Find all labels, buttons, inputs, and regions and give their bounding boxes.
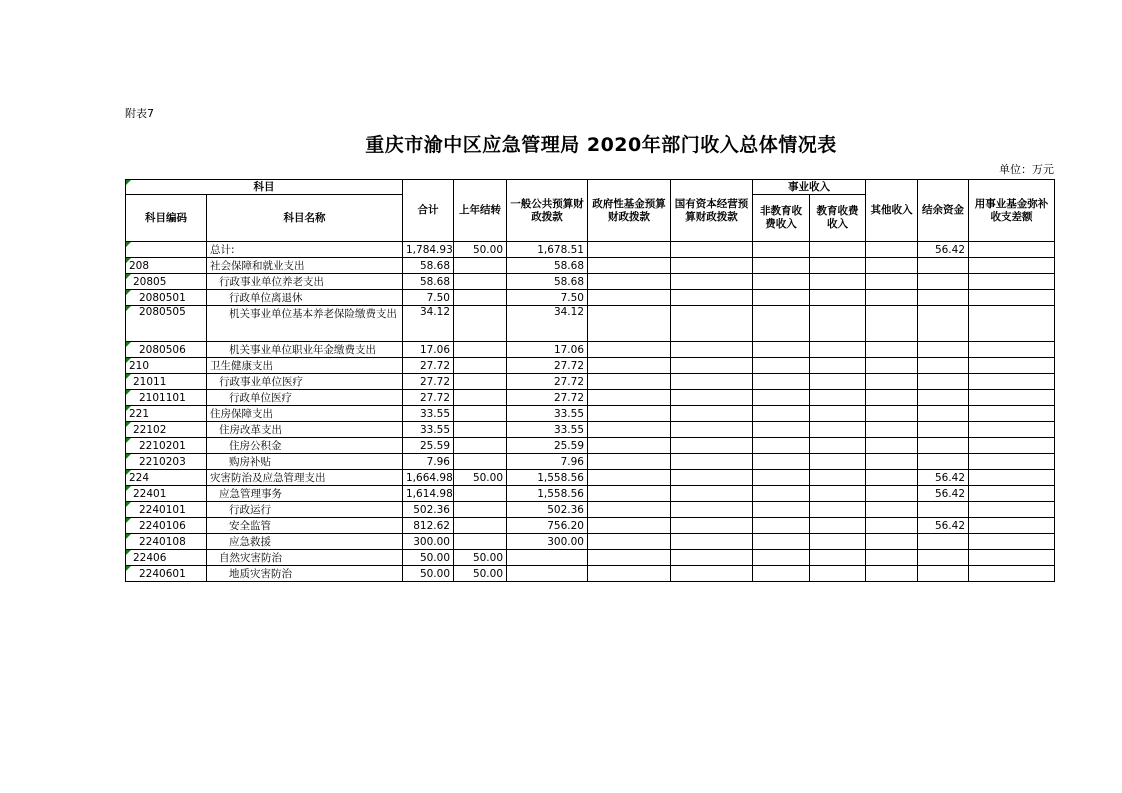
table-row [126,534,1055,550]
cell-empty [588,502,671,518]
cell-empty [753,274,810,290]
table-row [126,438,1055,454]
cell-empty [866,438,918,454]
cell-code: 2240108 [126,534,207,550]
header-edu-fee: 教育收费收入 [810,195,866,242]
cell-total: 50.00 [403,550,454,566]
cell-total: 34.12 [403,306,454,342]
cell-empty [866,258,918,274]
cell-empty [969,406,1055,422]
cell-empty [969,342,1055,358]
table-row [126,290,1055,306]
cell-empty [588,454,671,470]
cell-surplus [918,534,969,550]
cell-total: 33.55 [403,422,454,438]
cell-empty [969,422,1055,438]
cell-empty [588,470,671,486]
cell-surplus [918,454,969,470]
cell-empty [753,470,810,486]
attachment-label: 附表7 [125,107,154,120]
cell-empty [866,486,918,502]
cell-name: 行政单位离退休 [207,290,403,306]
cell-empty [588,422,671,438]
cell-surplus: 56.42 [918,470,969,486]
cell-empty [753,242,810,258]
cell-empty [810,358,866,374]
cell-general: 34.12 [507,306,588,342]
cell-surplus [918,358,969,374]
cell-surplus [918,290,969,306]
header-non-edu-fee: 非教育收费收入 [753,195,810,242]
table-row [126,518,1055,534]
cell-empty [671,438,753,454]
cell-general: 1,558.56 [507,470,588,486]
cell-empty [969,486,1055,502]
cell-empty [753,454,810,470]
cell-general [507,550,588,566]
cell-empty [866,390,918,406]
cell-code [126,242,207,258]
cell-empty [588,550,671,566]
cell-empty [588,406,671,422]
cell-empty [810,374,866,390]
cell-empty [969,374,1055,390]
header-surplus: 结余资金 [918,180,969,242]
table-row [126,390,1055,406]
cell-surplus: 56.42 [918,486,969,502]
cell-empty [753,422,810,438]
cell-empty [753,390,810,406]
cell-general: 27.72 [507,390,588,406]
cell-empty [753,258,810,274]
cell-empty [588,274,671,290]
cell-name: 卫生健康支出 [207,358,403,374]
table-row [126,374,1055,390]
cell-code: 2240106 [126,518,207,534]
cell-empty [588,438,671,454]
cell-empty [588,374,671,390]
cell-general: 1,558.56 [507,486,588,502]
cell-surplus [918,374,969,390]
header-fund-subsidy: 用事业基金弥补收支差额 [969,180,1055,242]
cell-carryover [454,306,507,342]
cell-empty [671,422,753,438]
cell-code: 2240601 [126,566,207,582]
cell-empty [810,502,866,518]
cell-general: 502.36 [507,502,588,518]
cell-code: 22102 [126,422,207,438]
cell-carryover [454,406,507,422]
cell-empty [810,486,866,502]
cell-empty [671,486,753,502]
cell-empty [753,374,810,390]
cell-carryover [454,454,507,470]
cell-empty [969,274,1055,290]
cell-empty [671,258,753,274]
cell-carryover: 50.00 [454,242,507,258]
cell-name: 行政事业单位养老支出 [207,274,403,290]
cell-empty [588,518,671,534]
cell-empty [810,470,866,486]
cell-empty [866,566,918,582]
cell-name: 住房改革支出 [207,422,403,438]
cell-name: 住房公积金 [207,438,403,454]
table-row [126,502,1055,518]
cell-empty [969,258,1055,274]
cell-total: 27.72 [403,374,454,390]
cell-empty [671,502,753,518]
cell-empty [810,550,866,566]
cell-carryover [454,502,507,518]
table-row [126,406,1055,422]
cell-empty [969,306,1055,342]
cell-empty [810,342,866,358]
table-row [126,454,1055,470]
header-business-group: 事业收入 [753,180,866,195]
cell-general: 300.00 [507,534,588,550]
cell-carryover: 50.00 [454,470,507,486]
cell-empty [969,390,1055,406]
cell-code: 2080506 [126,342,207,358]
cell-empty [969,454,1055,470]
cell-total: 502.36 [403,502,454,518]
cell-empty [969,242,1055,258]
cell-empty [969,534,1055,550]
cell-empty [753,358,810,374]
header-other-income: 其他收入 [866,180,918,242]
cell-empty [588,306,671,342]
cell-empty [671,534,753,550]
cell-total: 300.00 [403,534,454,550]
cell-empty [588,534,671,550]
cell-empty [866,274,918,290]
cell-carryover [454,422,507,438]
cell-surplus [918,306,969,342]
cell-empty [671,358,753,374]
cell-empty [588,390,671,406]
cell-empty [866,534,918,550]
cell-empty [866,422,918,438]
cell-general: 7.96 [507,454,588,470]
header-subject-group: 科目 [126,180,403,195]
cell-name: 地质灾害防治 [207,566,403,582]
cell-code: 210 [126,358,207,374]
cell-empty [753,550,810,566]
cell-general: 7.50 [507,290,588,306]
cell-empty [810,438,866,454]
cell-total: 27.72 [403,358,454,374]
table-row [126,358,1055,374]
cell-empty [588,242,671,258]
cell-empty [753,486,810,502]
cell-carryover [454,342,507,358]
cell-code: 2101101 [126,390,207,406]
cell-empty [969,550,1055,566]
table-row [126,306,1055,342]
cell-carryover [454,290,507,306]
cell-empty [810,422,866,438]
cell-empty [671,566,753,582]
cell-name: 灾害防治及应急管理支出 [207,470,403,486]
cell-name: 机关事业单位基本养老保险缴费支出 [207,306,403,342]
table-row [126,486,1055,502]
header-state-capital: 国有资本经营预算财政拨款 [671,180,753,242]
cell-empty [969,566,1055,582]
cell-code: 221 [126,406,207,422]
cell-empty [810,258,866,274]
cell-empty [671,306,753,342]
cell-empty [810,242,866,258]
cell-name: 行政运行 [207,502,403,518]
cell-empty [866,470,918,486]
cell-empty [671,390,753,406]
cell-empty [588,342,671,358]
cell-empty [866,306,918,342]
cell-name: 自然灾害防治 [207,550,403,566]
table-row [126,242,1055,258]
cell-name: 行政事业单位医疗 [207,374,403,390]
cell-total: 58.68 [403,258,454,274]
cell-carryover [454,438,507,454]
cell-carryover [454,518,507,534]
cell-general: 27.72 [507,374,588,390]
cell-name: 社会保障和就业支出 [207,258,403,274]
cell-carryover [454,358,507,374]
cell-name: 购房补贴 [207,454,403,470]
cell-code: 2080501 [126,290,207,306]
cell-empty [671,454,753,470]
cell-total: 1,614.98 [403,486,454,502]
cell-name: 住房保障支出 [207,406,403,422]
cell-total: 33.55 [403,406,454,422]
cell-empty [753,518,810,534]
cell-total: 1,784.93 [403,242,454,258]
cell-empty [810,390,866,406]
cell-empty [810,518,866,534]
cell-empty [753,534,810,550]
cell-carryover [454,374,507,390]
cell-empty [810,566,866,582]
cell-surplus [918,566,969,582]
cell-empty [866,406,918,422]
cell-total: 50.00 [403,566,454,582]
cell-empty [866,518,918,534]
cell-empty [810,406,866,422]
cell-carryover: 50.00 [454,550,507,566]
cell-empty [753,502,810,518]
cell-code: 2210203 [126,454,207,470]
cell-name: 应急救援 [207,534,403,550]
cell-empty [866,502,918,518]
cell-code: 224 [126,470,207,486]
cell-empty [810,290,866,306]
table-row [126,258,1055,274]
table-row [126,566,1055,582]
cell-empty [969,502,1055,518]
cell-name: 总计: [207,242,403,258]
header-total: 合计 [403,180,454,242]
header-carryover: 上年结转 [454,180,507,242]
cell-surplus [918,550,969,566]
cell-empty [753,342,810,358]
table-row [126,470,1055,486]
table-row [126,422,1055,438]
cell-empty [866,550,918,566]
cell-empty [671,518,753,534]
cell-total: 7.96 [403,454,454,470]
header-gov-fund: 政府性基金预算财政拨款 [588,180,671,242]
cell-carryover [454,486,507,502]
cell-empty [671,290,753,306]
cell-name: 行政单位医疗 [207,390,403,406]
cell-total: 25.59 [403,438,454,454]
header-general-budget: 一般公共预算财政拨款 [507,180,588,242]
cell-general [507,566,588,582]
table-row [126,274,1055,290]
cell-empty [810,306,866,342]
cell-empty [969,290,1055,306]
cell-code: 21011 [126,374,207,390]
cell-empty [969,438,1055,454]
cell-empty [588,290,671,306]
cell-code: 2240101 [126,502,207,518]
cell-carryover [454,258,507,274]
cell-surplus [918,342,969,358]
income-table [125,179,1055,582]
cell-surplus [918,274,969,290]
cell-surplus: 56.42 [918,242,969,258]
page-title: 重庆市渝中区应急管理局 2020年部门收入总体情况表 [365,134,837,156]
cell-code: 208 [126,258,207,274]
cell-total: 27.72 [403,390,454,406]
header-code: 科目编码 [126,195,207,242]
cell-general: 1,678.51 [507,242,588,258]
cell-empty [671,242,753,258]
cell-empty [671,470,753,486]
cell-surplus: 56.42 [918,518,969,534]
cell-empty [671,274,753,290]
cell-carryover [454,274,507,290]
cell-name: 安全监管 [207,518,403,534]
cell-surplus [918,258,969,274]
cell-total: 17.06 [403,342,454,358]
cell-empty [866,374,918,390]
cell-general: 25.59 [507,438,588,454]
cell-empty [810,454,866,470]
cell-carryover: 50.00 [454,566,507,582]
cell-code: 20805 [126,274,207,290]
cell-carryover [454,390,507,406]
cell-code: 2080505 [126,306,207,342]
cell-name: 机关事业单位职业年金缴费支出 [207,342,403,358]
cell-empty [671,550,753,566]
cell-empty [866,454,918,470]
cell-empty [969,470,1055,486]
cell-general: 33.55 [507,406,588,422]
cell-empty [588,258,671,274]
cell-code: 22406 [126,550,207,566]
cell-surplus [918,406,969,422]
table-row [126,342,1055,358]
cell-empty [810,274,866,290]
cell-general: 58.68 [507,258,588,274]
cell-empty [588,566,671,582]
cell-general: 58.68 [507,274,588,290]
cell-code: 22401 [126,486,207,502]
cell-empty [866,242,918,258]
cell-general: 33.55 [507,422,588,438]
cell-general: 17.06 [507,342,588,358]
cell-empty [753,438,810,454]
cell-empty [588,358,671,374]
cell-empty [753,406,810,422]
cell-empty [671,406,753,422]
cell-carryover [454,534,507,550]
cell-empty [866,290,918,306]
cell-surplus [918,422,969,438]
cell-name: 应急管理事务 [207,486,403,502]
cell-total: 58.68 [403,274,454,290]
cell-surplus [918,502,969,518]
cell-total: 1,664.98 [403,470,454,486]
cell-total: 812.62 [403,518,454,534]
cell-empty [969,358,1055,374]
cell-empty [866,358,918,374]
cell-empty [810,534,866,550]
cell-surplus [918,390,969,406]
table-row [126,550,1055,566]
cell-code: 2210201 [126,438,207,454]
cell-empty [753,566,810,582]
cell-general: 756.20 [507,518,588,534]
header-name: 科目名称 [207,195,403,242]
unit-label: 单位：万元 [999,163,1054,176]
cell-empty [969,518,1055,534]
cell-empty [588,486,671,502]
cell-total: 7.50 [403,290,454,306]
cell-empty [753,306,810,342]
cell-empty [671,342,753,358]
cell-surplus [918,438,969,454]
cell-empty [671,374,753,390]
cell-general: 27.72 [507,358,588,374]
cell-empty [866,342,918,358]
cell-empty [753,290,810,306]
